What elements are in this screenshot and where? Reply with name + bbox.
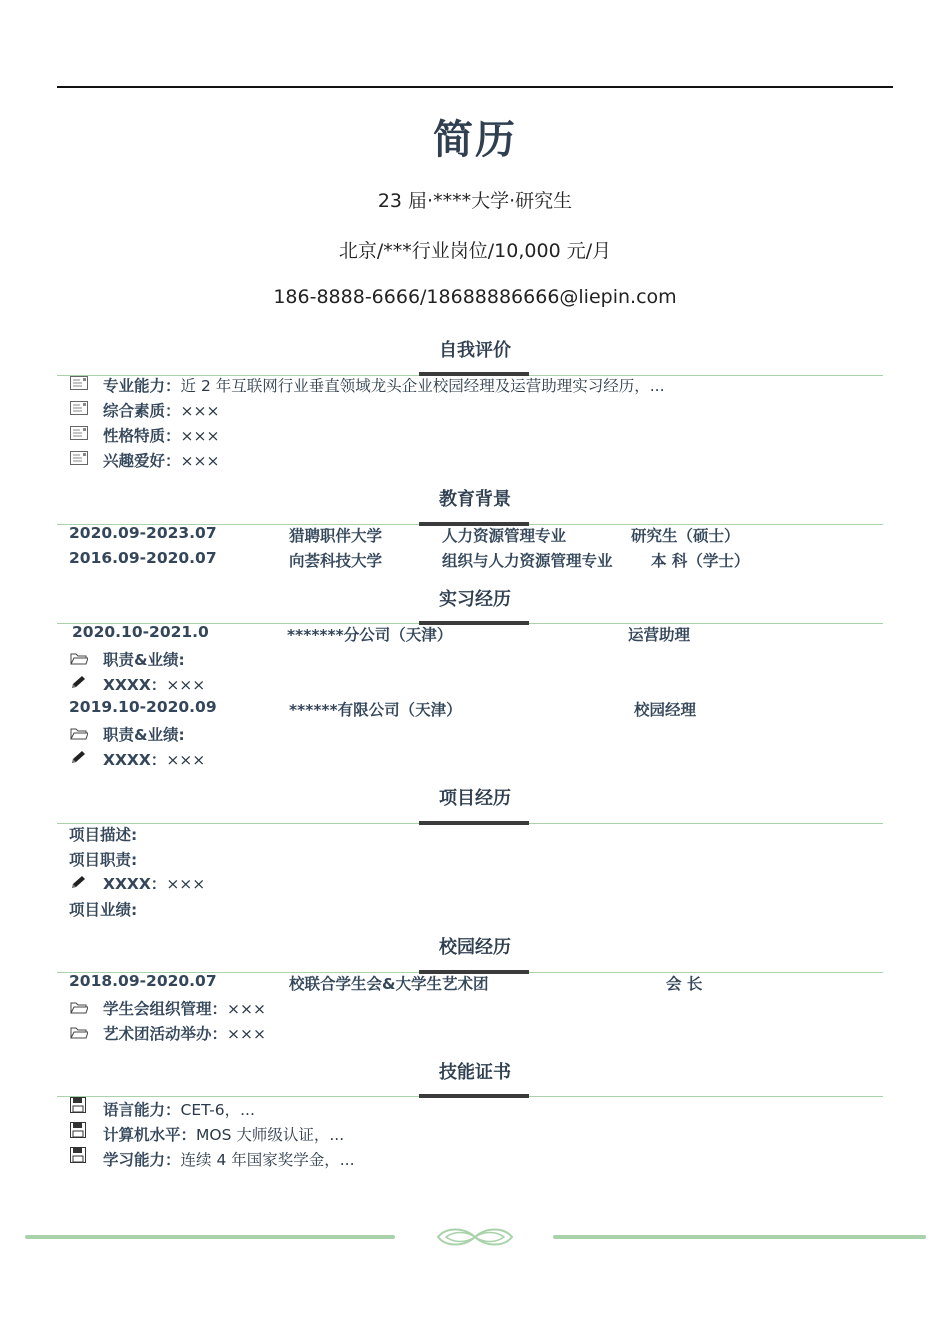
campus-date: 2018.09-2020.07 bbox=[69, 972, 217, 990]
edu-major: 组织与人力资源管理专业 bbox=[442, 552, 613, 570]
section-title: 项目经历 bbox=[439, 788, 511, 809]
footer-divider-right bbox=[553, 1235, 926, 1239]
folder-icon bbox=[70, 1000, 88, 1014]
project-desc-label: 项目描述: bbox=[69, 826, 138, 844]
info-line-job-intent: 北京/***行业岗位/10,000 元/月 bbox=[338, 240, 612, 262]
skill-item-label: 语言能力： bbox=[103, 1101, 181, 1119]
section-campus bbox=[0, 933, 950, 967]
pencil-icon bbox=[70, 675, 88, 689]
envelope-icon bbox=[70, 451, 88, 465]
self-item-value: ××× bbox=[180, 452, 220, 470]
edu-degree: 研究生（硕士） bbox=[631, 527, 740, 545]
skill-item-value: MOS 大师级认证，... bbox=[196, 1126, 345, 1144]
section-skills bbox=[0, 1058, 950, 1092]
section-title: 教育背景 bbox=[439, 489, 511, 510]
envelope-icon bbox=[70, 426, 88, 440]
section-title-bar bbox=[419, 1094, 529, 1098]
intern-item-value: ××× bbox=[166, 751, 206, 769]
top-rule bbox=[57, 86, 893, 88]
project-item bbox=[103, 872, 205, 894]
self-item-value: ××× bbox=[180, 427, 220, 445]
envelope-icon bbox=[70, 376, 88, 390]
edu-major: 人力资源管理专业 bbox=[442, 527, 567, 545]
section-project bbox=[0, 784, 950, 818]
intern-item bbox=[103, 673, 205, 695]
skill-item-value: 连续 4 年国家奖学金，... bbox=[180, 1151, 355, 1169]
skill-item-label: 计算机水平： bbox=[103, 1126, 197, 1144]
self-item bbox=[103, 424, 219, 446]
section-title: 实习经历 bbox=[439, 589, 511, 610]
edu-date: 2016.09-2020.07 bbox=[69, 549, 217, 567]
section-title: 校园经历 bbox=[439, 937, 511, 958]
self-item-label: 综合素质： bbox=[103, 402, 181, 420]
folder-icon bbox=[70, 1025, 88, 1039]
self-item bbox=[103, 374, 665, 396]
info-line-contact: 186-8888-6666/18688886666@liepin.com bbox=[273, 286, 677, 308]
campus-role: 会 长 bbox=[666, 975, 703, 993]
intern-date: 2020.10-2021.0 bbox=[72, 623, 209, 641]
self-item-value: 近 2 年互联网行业垂直领域龙头企业校园经理及运营助理实习经历，... bbox=[180, 377, 665, 395]
campus-item bbox=[103, 1022, 266, 1044]
floppy-disk-icon bbox=[70, 1097, 86, 1113]
edu-degree: 本 科（学士） bbox=[651, 552, 750, 570]
intern-role: 运营助理 bbox=[628, 626, 691, 644]
edu-school: 猎聘职伴大学 bbox=[289, 527, 383, 545]
info-line-education: 23 届·****大学·研究生 bbox=[377, 190, 573, 212]
self-item-label: 性格特质： bbox=[103, 427, 181, 445]
self-item-value: ××× bbox=[180, 402, 220, 420]
footer-divider-left bbox=[25, 1235, 395, 1239]
campus-item-label: 学生会组织管理： bbox=[103, 1000, 228, 1018]
project-item-label: XXXX： bbox=[103, 875, 167, 893]
section-internship bbox=[0, 585, 950, 619]
project-item-value: ××× bbox=[166, 875, 206, 893]
folder-icon bbox=[70, 726, 88, 740]
self-item bbox=[103, 399, 219, 421]
intern-company: ******有限公司（天津） bbox=[289, 701, 462, 719]
intern-item-label: XXXX： bbox=[103, 676, 167, 694]
skill-item-value: CET-6，... bbox=[180, 1101, 255, 1119]
section-title-bar bbox=[419, 821, 529, 825]
intern-duty-label: 职责&业绩: bbox=[103, 651, 185, 669]
self-item-label: 兴趣爱好： bbox=[103, 452, 181, 470]
skill-item bbox=[103, 1123, 344, 1145]
section-self-evaluation bbox=[0, 336, 950, 370]
project-duty-label: 项目职责: bbox=[69, 851, 138, 869]
folder-icon bbox=[70, 651, 88, 665]
intern-item bbox=[103, 748, 205, 770]
campus-org: 校联合学生会&大学生艺术团 bbox=[289, 975, 489, 993]
edu-date: 2020.09-2023.07 bbox=[69, 524, 217, 542]
envelope-icon bbox=[70, 401, 88, 415]
campus-item-value: ××× bbox=[227, 1000, 266, 1018]
campus-item-label: 艺术团活动举办： bbox=[103, 1025, 228, 1043]
skill-item bbox=[103, 1148, 355, 1170]
pencil-icon bbox=[70, 750, 88, 764]
campus-item-value: ××× bbox=[227, 1025, 266, 1043]
floppy-disk-icon bbox=[70, 1122, 86, 1138]
skill-item bbox=[103, 1098, 255, 1120]
pencil-icon bbox=[70, 875, 88, 889]
intern-item-label: XXXX： bbox=[103, 751, 167, 769]
intern-company: *******分公司（天津） bbox=[287, 626, 453, 644]
intern-date: 2019.10-2020.09 bbox=[69, 698, 217, 716]
section-title: 技能证书 bbox=[439, 1062, 511, 1083]
floppy-disk-icon bbox=[70, 1147, 86, 1163]
intern-duty-label: 职责&业绩: bbox=[103, 726, 185, 744]
self-item-label: 专业能力： bbox=[103, 377, 181, 395]
resume-title: 简历 bbox=[433, 117, 517, 163]
intern-item-value: ××× bbox=[166, 676, 206, 694]
section-education bbox=[0, 485, 950, 519]
section-title: 自我评价 bbox=[439, 340, 511, 361]
campus-item bbox=[103, 997, 266, 1019]
project-result-label: 项目业绩: bbox=[69, 901, 138, 919]
self-item bbox=[103, 449, 219, 471]
skill-item-label: 学习能力： bbox=[103, 1151, 181, 1169]
edu-school: 向荟科技大学 bbox=[289, 552, 383, 570]
ornament-icon bbox=[434, 1227, 516, 1247]
intern-role: 校园经理 bbox=[634, 701, 697, 719]
